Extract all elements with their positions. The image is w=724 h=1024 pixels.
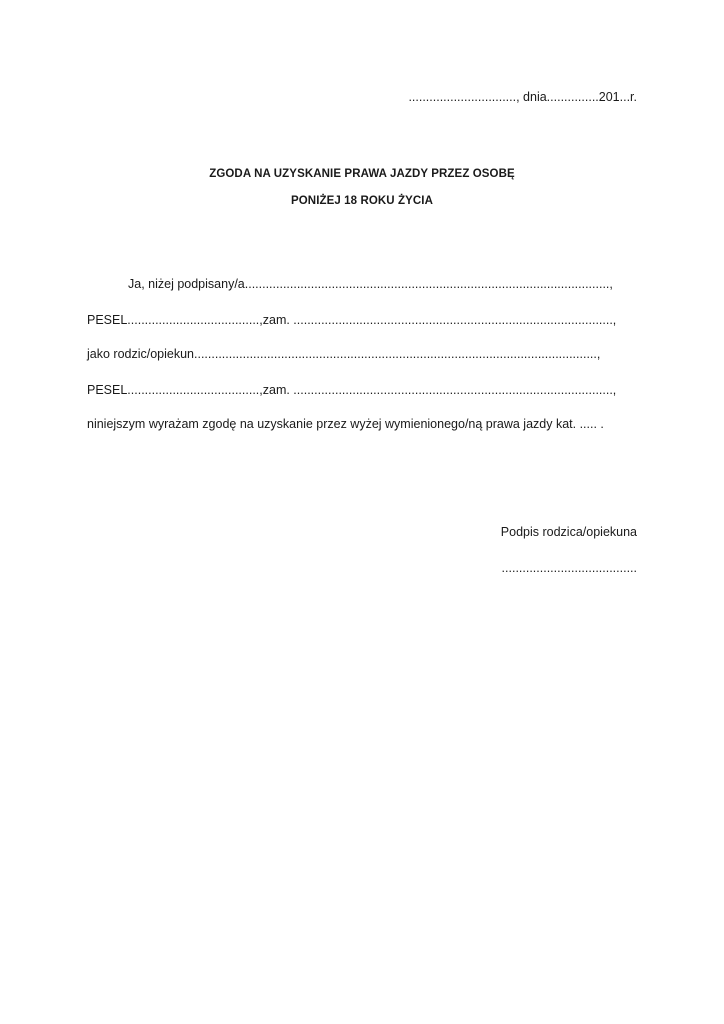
body-line-parent-guardian: jako rodzic/opiekun...................................................................................................................., xyxy=(87,347,601,361)
body-line-pesel-address-2: PESEL......................................,zam. ............................................................................................, xyxy=(87,383,617,397)
body-line-consent: niniejszym wyrażam zgodę na uzyskanie przez wyżej wymienionego/ną prawa jazdy kat. ..... . xyxy=(87,417,604,431)
place-date-line: ..............................., dnia...............201...r. xyxy=(408,90,637,104)
body-line-pesel-address-1: PESEL......................................,zam. ............................................................................................, xyxy=(87,313,617,327)
document-title-line-2: PONIŻEJ 18 ROKU ŻYCIA xyxy=(290,195,434,207)
document-title-line-1: ZGODA NA UZYSKANIE PRAWA JAZDY PRZEZ OSOBĘ xyxy=(209,168,515,180)
body-line-signatory: Ja, niżej podpisany/a........................................................................................................., xyxy=(128,277,613,291)
signature-label: Podpis rodzica/opiekuna xyxy=(500,525,637,539)
signature-line: ....................................... xyxy=(501,561,637,575)
